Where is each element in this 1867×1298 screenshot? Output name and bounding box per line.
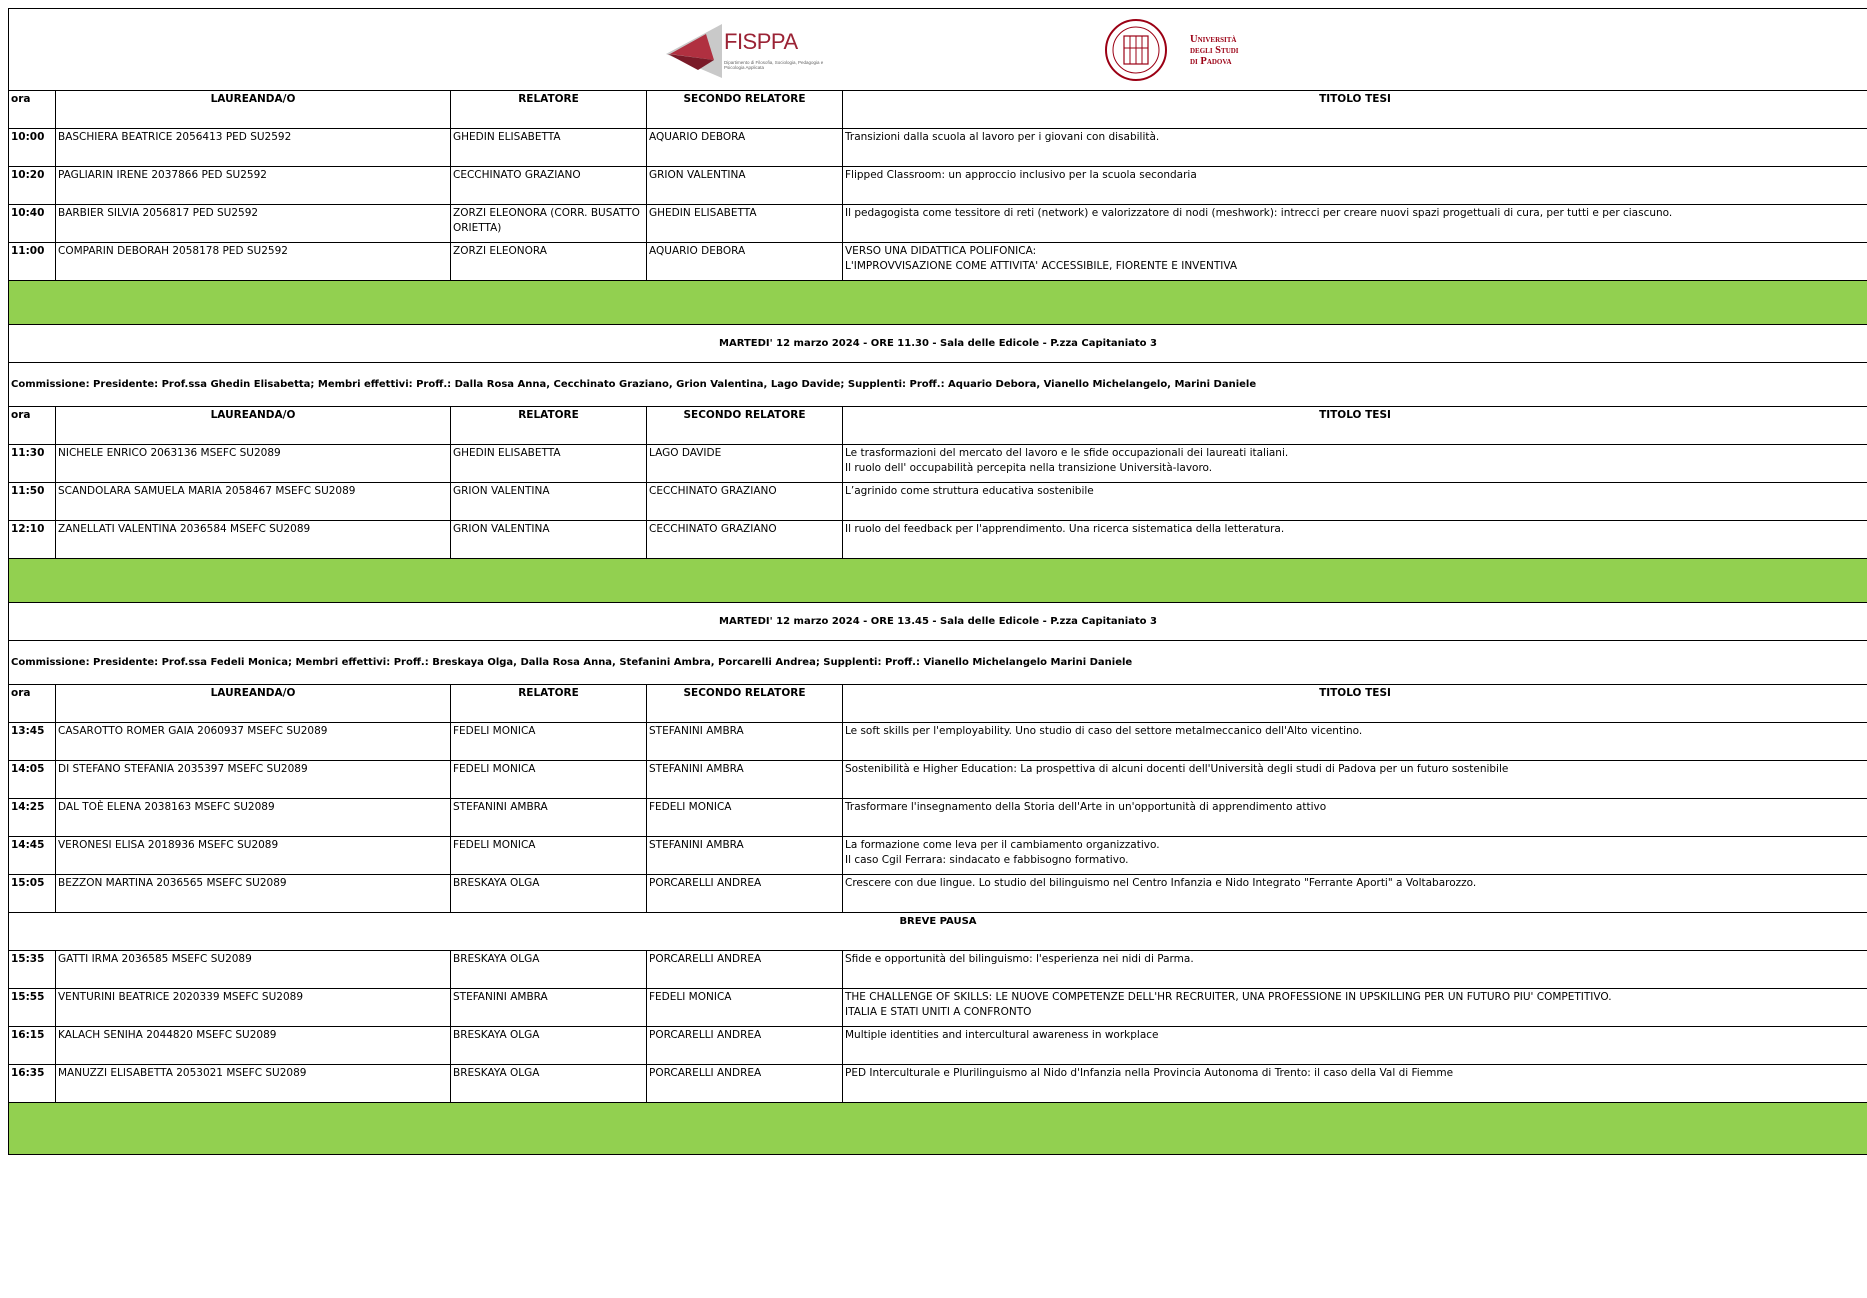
time-cell: 14:25 xyxy=(9,799,56,837)
time-cell: 10:40 xyxy=(9,205,56,243)
secondo-relatore-cell: STEFANINI AMBRA xyxy=(647,723,843,761)
student-cell: CASAROTTO ROMER GAIA 2060937 MSEFC SU2089 xyxy=(56,723,451,761)
titolo-line-2: Il caso Cgil Ferrara: sindacato e fabbisogno formativo. xyxy=(845,854,1129,866)
secondo-relatore-cell: CECCHINATO GRAZIANO xyxy=(647,483,843,521)
secondo-relatore-cell: PORCARELLI ANDREA xyxy=(647,951,843,989)
relatore-cell: STEFANINI AMBRA xyxy=(451,989,647,1027)
titolo-line-2: Il ruolo dell' occupabilità percepita nella transizione Università-lavoro. xyxy=(845,462,1213,474)
titolo-line-1: VERSO UNA DIDATTICA POLIFONICA: xyxy=(845,245,1037,257)
table-row xyxy=(9,521,1867,559)
titolo-cell xyxy=(843,167,1867,205)
time-cell: 10:20 xyxy=(9,167,56,205)
titolo-line-1: Crescere con due lingue. Lo studio del bilinguismo nel Centro Infanzia e Nido Integrato "Ferrante Aporti" a Voltabarozzo. xyxy=(845,877,1477,889)
titolo-line-1: La formazione come leva per il cambiamento organizzativo. xyxy=(845,839,1160,851)
ora-header: ora xyxy=(9,91,56,129)
titolo-line-1: Transizioni dalla scuola al lavoro per i giovani con disabilità. xyxy=(845,131,1160,143)
column-header-row xyxy=(9,685,1867,723)
session-banner: MARTEDI' 12 marzo 2024 - ORE 11.30 - Sala delle Edicole - P.zza Capitaniato 3 xyxy=(9,325,1867,363)
titolo-cell xyxy=(843,1027,1867,1065)
relatore-cell: CECCHINATO GRAZIANO xyxy=(451,167,647,205)
table-row xyxy=(9,875,1867,913)
titolo-line-1: L’agrinido come struttura educativa sostenibile xyxy=(845,485,1094,497)
student-header: LAUREANDA/O xyxy=(56,407,451,445)
titolo-line-1: PED Interculturale e Plurilinguismo al Nido d'Infanzia nella Provincia Autonoma di Trento: il caso della Val di Fiemme xyxy=(845,1067,1454,1079)
unipd-logo xyxy=(1098,18,1278,82)
relatore-cell: FEDELI MONICA xyxy=(451,837,647,875)
secondo-relatore-cell: AQUARIO DEBORA xyxy=(647,243,843,281)
titolo-cell xyxy=(843,875,1867,913)
fisppa-subtitle: Dipartimento di Filosofia, Sociologia, Pedagogia e Psicologia Applicata xyxy=(724,59,824,70)
time-cell: 11:50 xyxy=(9,483,56,521)
titolo-line-1: Le soft skills per l'employability. Uno studio di caso del settore metalmeccanico dell'Alto vicentino. xyxy=(845,725,1363,737)
titolo-line-1: Multiple identities and intercultural awareness in workplace xyxy=(845,1029,1159,1041)
secondo-relatore-cell: FEDELI MONICA xyxy=(647,989,843,1027)
relatore-cell: FEDELI MONICA xyxy=(451,723,647,761)
time-cell: 14:05 xyxy=(9,761,56,799)
titolo-line-2: L'IMPROVVISAZIONE COME ATTIVITA' ACCESSIBILE, FIORENTE E INVENTIVA xyxy=(845,260,1238,272)
session-banner: MARTEDI' 12 marzo 2024 - ORE 13.45 - Sala delle Edicole - P.zza Capitaniato 3 xyxy=(9,603,1867,641)
time-cell: 10:00 xyxy=(9,129,56,167)
university-name: Università degli Studi di Padova xyxy=(1190,33,1239,67)
titolo-line-1: Sostenibilità e Higher Education: La prospettiva di alcuni docenti dell'Università degli studi di Padova per un futuro sostenibile xyxy=(845,763,1509,775)
logo-row xyxy=(9,9,1867,91)
student-cell: DI STEFANO STEFANIA 2035397 MSEFC SU2089 xyxy=(56,761,451,799)
titolo-cell xyxy=(843,129,1867,167)
commission-text: Commissione: Presidente: Prof.ssa Ghedin Elisabetta; Membri effettivi: Proff.: Dalla Rosa Anna, Cecchinato Graziano, Grion Valentina, Lago Davide; Supplenti: Proff.: Aquario Debora, Vianello Michelangelo, Marini Daniele xyxy=(9,363,1867,407)
green-separator-row xyxy=(9,281,1867,325)
table-row xyxy=(9,989,1867,1027)
titolo-line-1: Il pedagogista come tessitore di reti (network) e valorizzatore di nodi (meshwork): intrecci per creare nuovi spazi progettuali di cura, per tutti e per ciascuno. xyxy=(845,207,1673,219)
time-cell: 16:15 xyxy=(9,1027,56,1065)
table-row xyxy=(9,243,1867,281)
student-cell: PAGLIARIN IRENE 2037866 PED SU2592 xyxy=(56,167,451,205)
relatore-cell: BRESKAYA OLGA xyxy=(451,1027,647,1065)
table-row xyxy=(9,167,1867,205)
student-cell: BASCHIERA BEATRICE 2056413 PED SU2592 xyxy=(56,129,451,167)
titolo-line-1: Sfide e opportunità del bilinguismo: l'esperienza nei nidi di Parma. xyxy=(845,953,1194,965)
relatore-header: RELATORE xyxy=(451,407,647,445)
student-header: LAUREANDA/O xyxy=(56,685,451,723)
secondo-relatore-cell: PORCARELLI ANDREA xyxy=(647,1027,843,1065)
student-cell: COMPARIN DEBORAH 2058178 PED SU2592 xyxy=(56,243,451,281)
green-separator-row xyxy=(9,1103,1867,1155)
relatore-cell: FEDELI MONICA xyxy=(451,761,647,799)
relatore-cell: GRION VALENTINA xyxy=(451,521,647,559)
secondo-relatore-cell: AQUARIO DEBORA xyxy=(647,129,843,167)
relatore-cell: ZORZI ELEONORA (CORR. BUSATTO ORIETTA) xyxy=(451,205,647,243)
titolo-cell xyxy=(843,951,1867,989)
fisppa-name: FISPPA xyxy=(724,28,798,54)
student-cell: VERONESI ELISA 2018936 MSEFC SU2089 xyxy=(56,837,451,875)
secondo-relatore-cell: STEFANINI AMBRA xyxy=(647,837,843,875)
time-cell: 12:10 xyxy=(9,521,56,559)
table-row xyxy=(9,445,1867,483)
secondo-relatore-cell: STEFANINI AMBRA xyxy=(647,761,843,799)
time-cell: 15:55 xyxy=(9,989,56,1027)
titolo-line-1: THE CHALLENGE OF SKILLS: LE NUOVE COMPETENZE DELL'HR RECRUITER, UNA PROFESSIONE IN UPSKILLING PER UN FUTURO PIU' COMPETITIVO. xyxy=(845,991,1612,1003)
relatore-cell: BRESKAYA OLGA xyxy=(451,875,647,913)
schedule-table xyxy=(8,8,1867,1155)
ora-header: ora xyxy=(9,407,56,445)
relatore-header: RELATORE xyxy=(451,685,647,723)
relatore-cell: BRESKAYA OLGA xyxy=(451,1065,647,1103)
table-row xyxy=(9,951,1867,989)
table-row xyxy=(9,799,1867,837)
relatore-cell: GHEDIN ELISABETTA xyxy=(451,445,647,483)
titolo-line-1: Trasformare l'insegnamento della Storia dell'Arte in un'opportunità di apprendimento attivo xyxy=(845,801,1327,813)
commission-text-row xyxy=(9,363,1867,407)
relatore-cell: GRION VALENTINA xyxy=(451,483,647,521)
student-cell: KALACH SENIHA 2044820 MSEFC SU2089 xyxy=(56,1027,451,1065)
secondo-relatore-cell: PORCARELLI ANDREA xyxy=(647,875,843,913)
secondo-relatore-cell: CECCHINATO GRAZIANO xyxy=(647,521,843,559)
titolo-line-2: ITALIA E STATI UNITI A CONFRONTO xyxy=(845,1006,1032,1018)
table-row xyxy=(9,129,1867,167)
table-row xyxy=(9,1027,1867,1065)
commission-text-row xyxy=(9,641,1867,685)
logos-area xyxy=(11,12,1865,88)
time-cell: 15:35 xyxy=(9,951,56,989)
student-cell: MANUZZI ELISABETTA 2053021 MSEFC SU2089 xyxy=(56,1065,451,1103)
session-banner-row xyxy=(9,325,1867,363)
secondo-relatore-header: SECONDO RELATORE xyxy=(647,91,843,129)
student-cell: BARBIER SILVIA 2056817 PED SU2592 xyxy=(56,205,451,243)
relatore-cell: GHEDIN ELISABETTA xyxy=(451,129,647,167)
time-cell: 13:45 xyxy=(9,723,56,761)
relatore-header: RELATORE xyxy=(451,91,647,129)
titolo-tesi-header: TITOLO TESI xyxy=(843,91,1867,129)
student-cell: BEZZON MARTINA 2036565 MSEFC SU2089 xyxy=(56,875,451,913)
student-cell: VENTURINI BEATRICE 2020339 MSEFC SU2089 xyxy=(56,989,451,1027)
student-cell: DAL TOÈ ELENA 2038163 MSEFC SU2089 xyxy=(56,799,451,837)
schedule-sheet xyxy=(8,8,1867,1155)
titolo-cell xyxy=(843,521,1867,559)
table-row xyxy=(9,837,1867,875)
secondo-relatore-cell: FEDELI MONICA xyxy=(647,799,843,837)
time-cell: 11:00 xyxy=(9,243,56,281)
time-cell: 14:45 xyxy=(9,837,56,875)
university-seal-icon xyxy=(1098,18,1174,82)
session-banner-row xyxy=(9,603,1867,641)
table-row xyxy=(9,723,1867,761)
ora-header: ora xyxy=(9,685,56,723)
time-cell: 15:05 xyxy=(9,875,56,913)
column-header-row xyxy=(9,407,1867,445)
titolo-line-1: Le trasformazioni del mercato del lavoro e le sfide occupazionali dei laureati italiani. xyxy=(845,447,1289,459)
relatore-cell: BRESKAYA OLGA xyxy=(451,951,647,989)
relatore-cell: ZORZI ELEONORA xyxy=(451,243,647,281)
time-cell: 11:30 xyxy=(9,445,56,483)
titolo-tesi-header: TITOLO TESI xyxy=(843,685,1867,723)
pause-label: BREVE PAUSA xyxy=(9,913,1867,951)
titolo-tesi-header: TITOLO TESI xyxy=(843,407,1867,445)
student-cell: SCANDOLARA SAMUELA MARIA 2058467 MSEFC SU2089 xyxy=(56,483,451,521)
student-cell: ZANELLATI VALENTINA 2036584 MSEFC SU2089 xyxy=(56,521,451,559)
student-cell: GATTI IRMA 2036585 MSEFC SU2089 xyxy=(56,951,451,989)
student-header: LAUREANDA/O xyxy=(56,91,451,129)
secondo-relatore-cell: GRION VALENTINA xyxy=(647,167,843,205)
titolo-line-1: Flipped Classroom: un approccio inclusivo per la scuola secondaria xyxy=(845,169,1197,181)
relatore-cell: STEFANINI AMBRA xyxy=(451,799,647,837)
titolo-cell xyxy=(843,445,1867,483)
titolo-cell xyxy=(843,799,1867,837)
time-cell: 16:35 xyxy=(9,1065,56,1103)
secondo-relatore-header: SECONDO RELATORE xyxy=(647,685,843,723)
titolo-cell xyxy=(843,723,1867,761)
table-row xyxy=(9,1065,1867,1103)
titolo-cell xyxy=(843,837,1867,875)
fisppa-logo xyxy=(666,20,826,82)
table-row xyxy=(9,205,1867,243)
titolo-cell xyxy=(843,761,1867,799)
commission-text: Commissione: Presidente: Prof.ssa Fedeli Monica; Membri effettivi: Proff.: Breskaya Olga, Dalla Rosa Anna, Stefanini Ambra, Porcarelli Andrea; Supplenti: Proff.: Vianello Michelangelo Marini Daniele xyxy=(9,641,1867,685)
titolo-cell xyxy=(843,205,1867,243)
titolo-line-1: Il ruolo del feedback per l'apprendimento. Una ricerca sistematica della letteratura. xyxy=(845,523,1285,535)
green-separator-row xyxy=(9,559,1867,603)
secondo-relatore-cell: GHEDIN ELISABETTA xyxy=(647,205,843,243)
titolo-cell xyxy=(843,1065,1867,1103)
table-row xyxy=(9,483,1867,521)
titolo-cell xyxy=(843,483,1867,521)
titolo-cell xyxy=(843,243,1867,281)
fisppa-mark-icon xyxy=(666,20,724,80)
secondo-relatore-cell: LAGO DAVIDE xyxy=(647,445,843,483)
secondo-relatore-cell: PORCARELLI ANDREA xyxy=(647,1065,843,1103)
titolo-cell xyxy=(843,989,1867,1027)
secondo-relatore-header: SECONDO RELATORE xyxy=(647,407,843,445)
table-row xyxy=(9,761,1867,799)
student-cell: NICHELE ENRICO 2063136 MSEFC SU2089 xyxy=(56,445,451,483)
column-header-row xyxy=(9,91,1867,129)
pause-label-row xyxy=(9,913,1867,951)
